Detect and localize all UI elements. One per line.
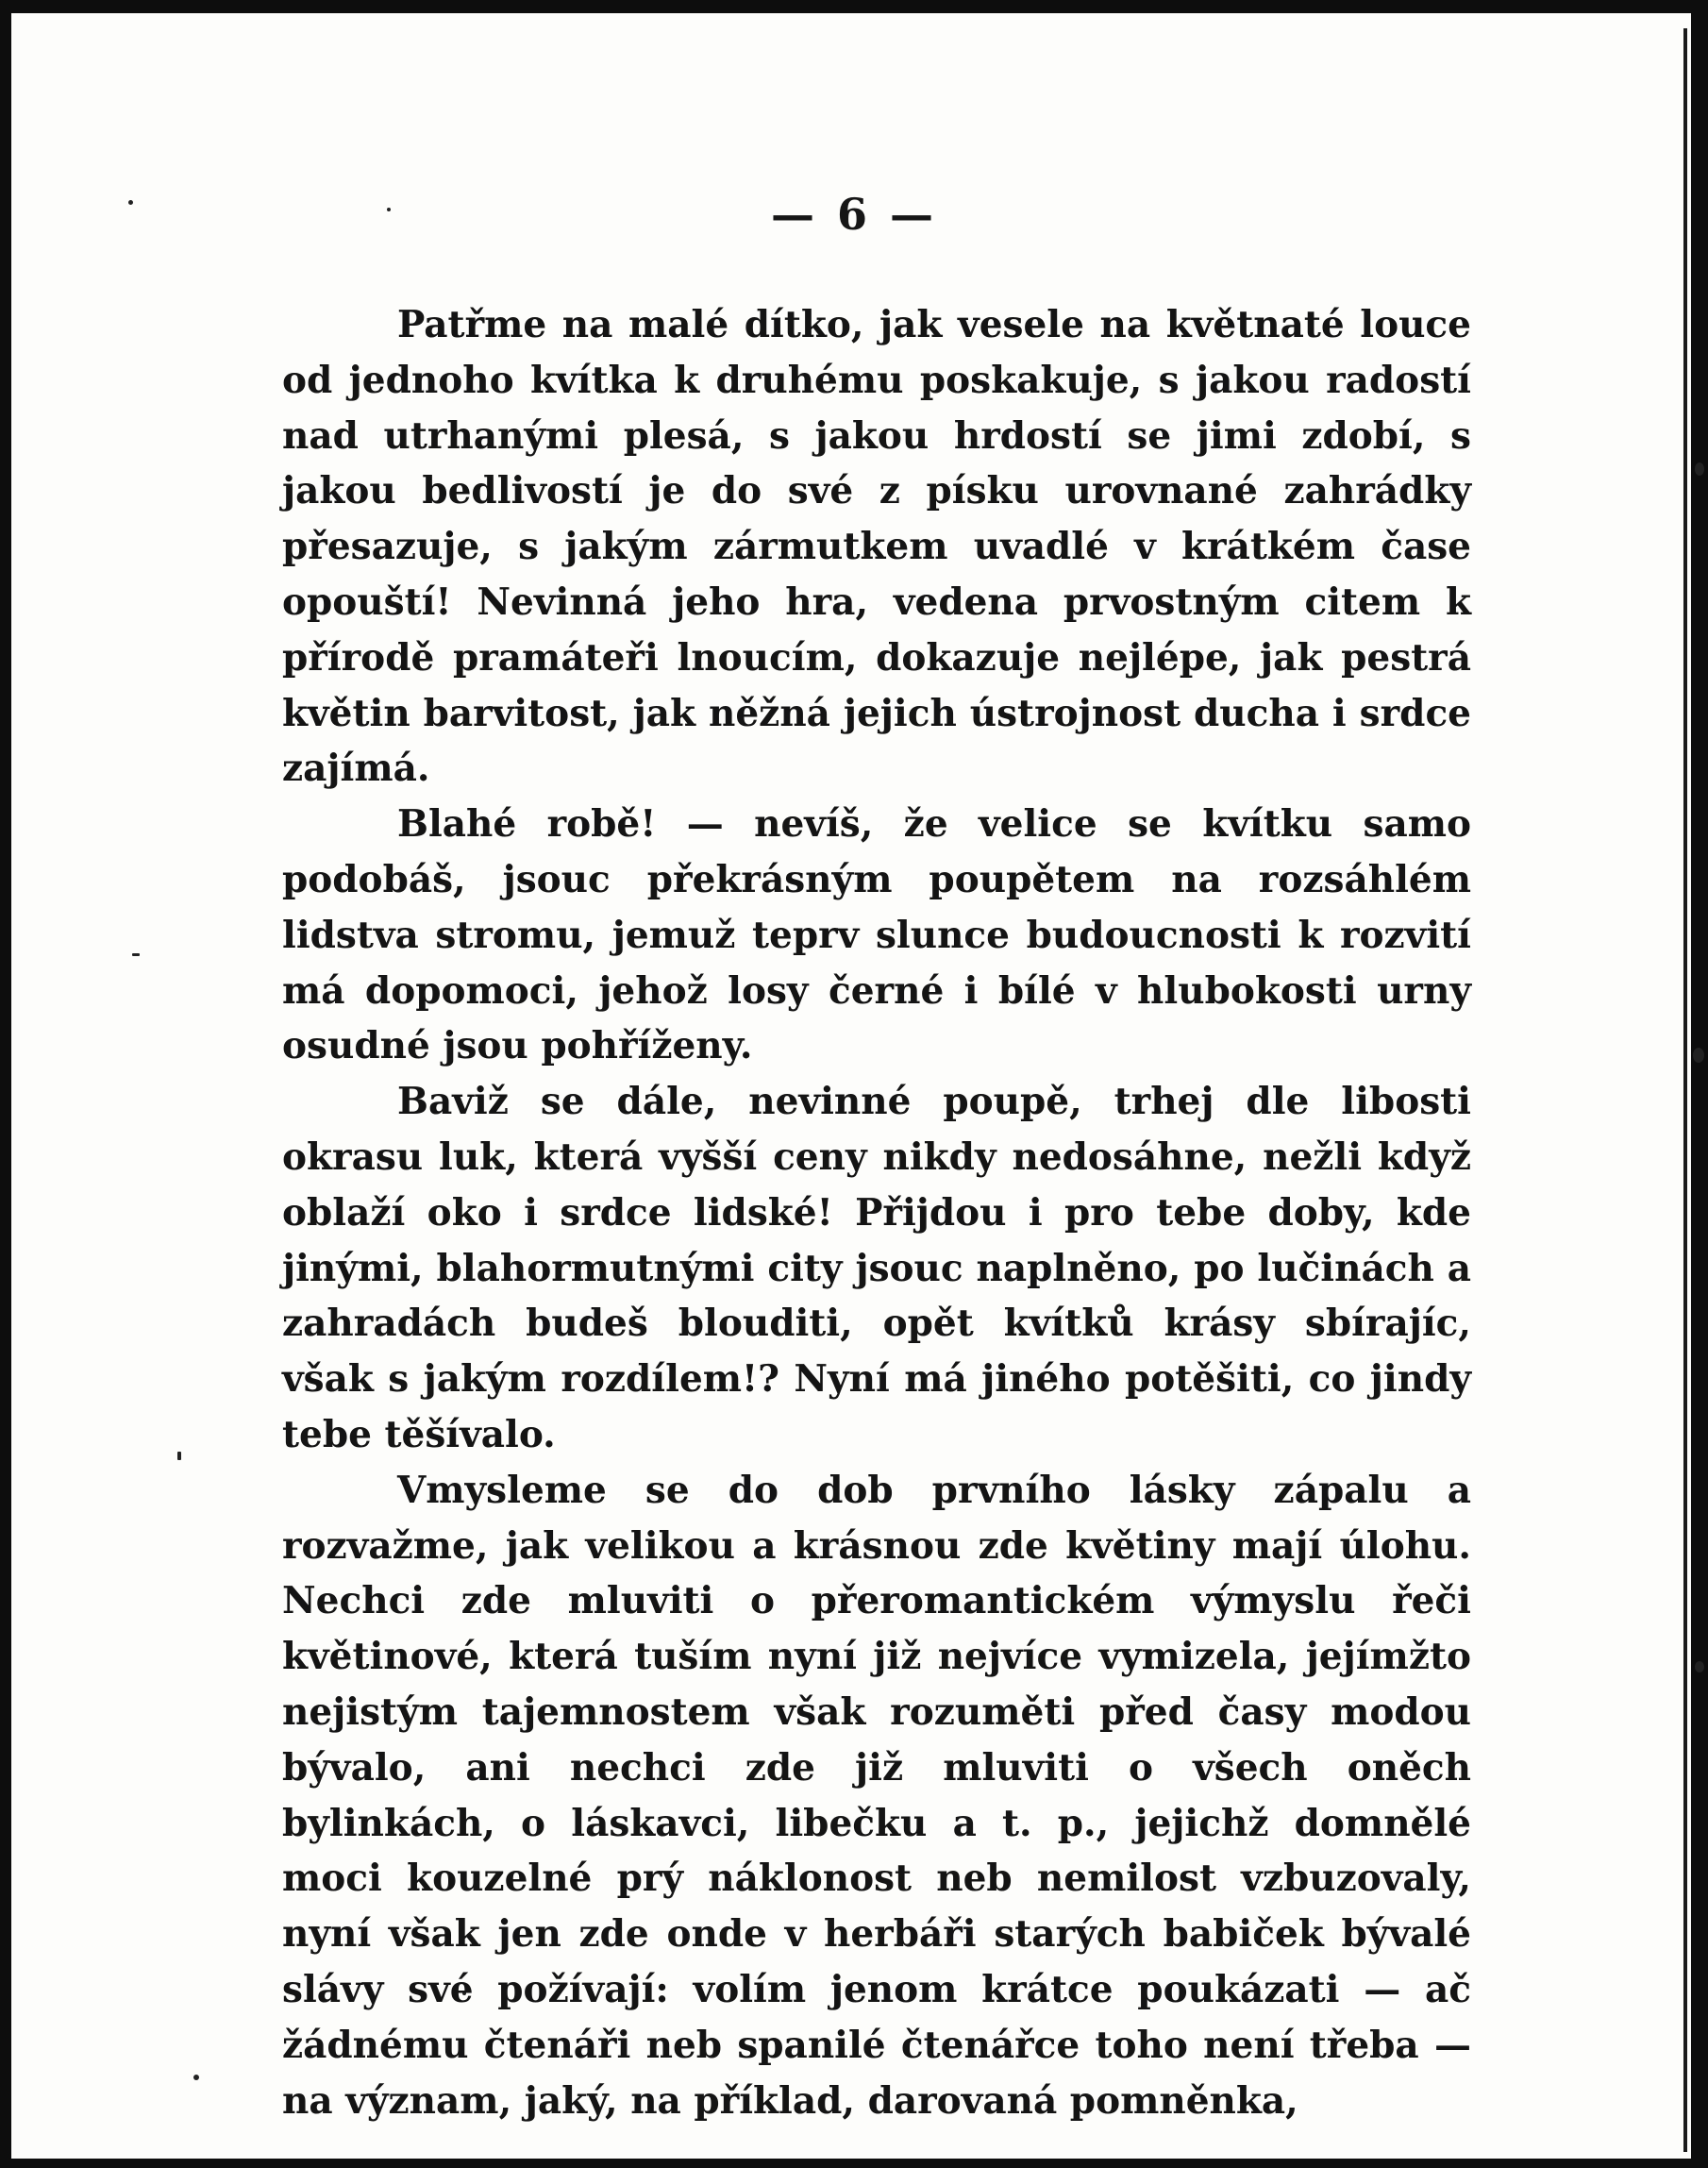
page-edge-shadow <box>1683 28 1687 2152</box>
paragraph: Baviž se dále, nevinné poupě, trhej dle libosti okrasu luk, která vyšší ceny nikdy nedosáhne, nežli když oblaží oko i srdce lidské! Přijdou i pro tebe doby, kde jinými, blahormutnými city jsouc naplněno, po lučinách a zahradách budeš blouditi, opět kvítků krásy sbírajíc, však s jakým rozdílem!? Nyní má jiného potěšiti, co jindy tebe těšívalo. <box>282 1080 1471 1456</box>
dust-speck <box>132 953 140 956</box>
page-number: — 6 — <box>770 189 938 240</box>
dust-speck <box>1695 462 1704 476</box>
paragraph: Patřme na malé dítko, jak vesele na květnaté louce od jednoho kvítka k druhému poskakuje, s jakou radostí nad utrhanými plesá, s jakou hrdostí se jimi zdobí, s jakou bedlivostí je do své z písku urovnané zahrádky přesazuje, s jakým zármutkem uvadlé v krátkém čase opouští! Nevinná jeho hra, vedena prvostným citem k přírodě pramáteři lnoucím, dokazuje nejlépe, jak pestrá květin barvitost, jak něžná jejich ústrojnost ducha i srdce zajímá. <box>282 303 1471 791</box>
paragraph: Vmysleme se do dob prvního lásky zápalu a rozvažme, jak velikou a krásnou zde květiny mají úlohu. Nechci zde mluviti o přeromantickém výmyslu řeči květinové, která tuším nyní již nejvíce vymizela, jejímžto nejistým tajemnostem však rozuměti před časy modou bývalo, ani nechci zde již mluviti o všech oněch bylinkách, o láskavci, libečku a t. p., jejichž domnělé moci kouzelné prý náklonost neb nemilost vzbuzovaly, nyní však jen zde onde v herbáři starých babiček bývalé slávy své požívají: volím jenom krátce poukázati — ač žádnému čtenáři neb spanilé čtenářce toho není třeba — na význam, jaký, na příklad, darovaná pomněnka, <box>282 1468 1471 2123</box>
body-text <box>282 297 1471 2128</box>
dust-speck <box>1693 1048 1704 1063</box>
dust-speck <box>193 2075 199 2080</box>
dust-speck <box>177 1452 181 1460</box>
dust-speck <box>1695 1661 1704 1672</box>
paragraph: Blahé robě! — nevíš, že velice se kvítku samo podobáš, jsouc překrásným poupětem na rozsáhlém lidstva stromu, jemuž teprv slunce budoucnosti k rozvití má dopomoci, jehož losy černé i bílé v hlubokosti urny osudné jsou pohříženy. <box>282 802 1471 1068</box>
